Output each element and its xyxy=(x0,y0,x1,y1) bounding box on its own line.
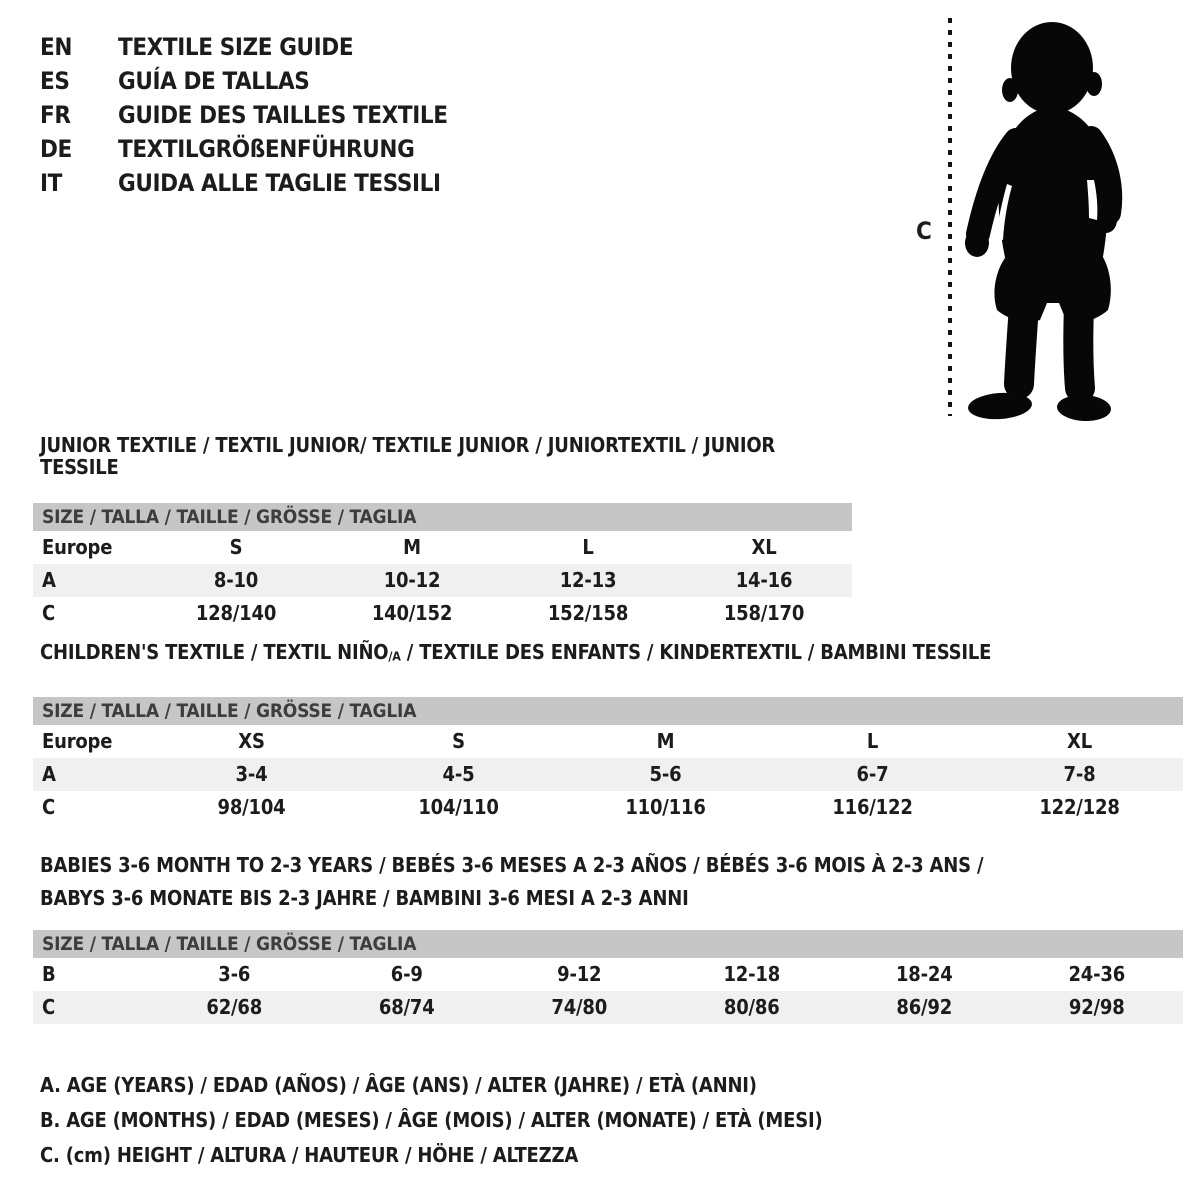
language-row xyxy=(40,30,448,64)
size-cell: 7-8 xyxy=(1063,762,1096,787)
legend-line: B. AGE (MONTHS) / EDAD (MESES) / ÂGE (MOIS) / ALTER (MONATE) / ETÀ (MESI) xyxy=(40,1108,823,1132)
size-cell: S xyxy=(452,729,465,754)
title-text: BABYS 3-6 MONATE BIS 2-3 JAHRE / BAMBINI 3-6 MESI A 2-3 ANNI xyxy=(40,886,689,910)
table-row xyxy=(33,725,1183,758)
size-cell: 18-24 xyxy=(895,962,953,986)
language-guide-title: GUÍA DE TALLAS xyxy=(118,67,310,95)
silhouette-leg-right xyxy=(1078,306,1080,388)
table-title xyxy=(40,641,1183,667)
size-cell: 140/152 xyxy=(371,601,453,625)
size-cell: M xyxy=(656,729,675,754)
size-cell: 6-9 xyxy=(390,962,423,986)
table-row xyxy=(33,531,852,564)
size-cell: XL xyxy=(1067,729,1092,754)
size-cell: 80/86 xyxy=(723,995,780,1019)
row-label: Europe xyxy=(42,535,113,559)
size-cell: 14-16 xyxy=(735,568,793,592)
row-label: A xyxy=(42,762,56,787)
size-cell: 92/98 xyxy=(1068,995,1125,1019)
language-guide-title: GUIDA ALLE TAGLIE TESSILI xyxy=(118,169,441,197)
title-text: CHILDREN'S TEXTILE / TEXTIL NIÑO xyxy=(40,640,389,664)
size-cell: 110/116 xyxy=(625,795,706,820)
row-label: C xyxy=(42,995,56,1019)
size-cell: 86/92 xyxy=(896,995,953,1019)
legend-line: C. (cm) HEIGHT / ALTURA / HAUTEUR / HÖHE / ALTEZZA xyxy=(40,1143,579,1167)
row-label: C xyxy=(42,601,56,625)
size-header-bar: SIZE / TALLA / TAILLE / GRÖSSE / TAGLIA xyxy=(33,930,1183,958)
table-title xyxy=(40,434,852,478)
language-guide-title: TEXTILE SIZE GUIDE xyxy=(118,33,354,61)
size-cell: 9-12 xyxy=(557,962,602,986)
silhouette-hand-left xyxy=(965,229,989,257)
language-row xyxy=(40,132,448,166)
size-cell: 3-6 xyxy=(218,962,251,986)
size-cell: XS xyxy=(238,729,265,754)
row-label: Europe xyxy=(42,729,113,754)
size-cell: 8-10 xyxy=(213,568,259,592)
size-cell: 3-4 xyxy=(235,762,268,787)
language-code: FR xyxy=(40,101,71,129)
table-title xyxy=(40,849,1183,915)
size-cell: L xyxy=(582,535,594,559)
size-cell: 4-5 xyxy=(442,762,475,787)
table-row xyxy=(33,758,1183,791)
silhouette-foot-right xyxy=(1056,394,1111,423)
title-text: / TEXTILE DES ENFANTS / KINDERTEXTIL / BAMBINI TESSILE xyxy=(400,640,992,664)
table-row xyxy=(33,958,1183,991)
table-row xyxy=(33,991,1183,1024)
size-header-bar: SIZE / TALLA / TAILLE / GRÖSSE / TAGLIA xyxy=(33,697,1183,725)
title-text: BABIES 3-6 MONTH TO 2-3 YEARS / BEBÉS 3-6 MESES A 2-3 AÑOS / BÉBÉS 3-6 MOIS À 2-3 ANS / xyxy=(40,853,984,877)
size-cell: 128/140 xyxy=(195,601,277,625)
measure-legend xyxy=(40,1068,823,1173)
table-row xyxy=(33,597,852,630)
title-text: JUNIOR TEXTILE / TEXTIL JUNIOR/ TEXTILE JUNIOR / JUNIORTEXTIL / JUNIOR TESSILE xyxy=(40,433,776,479)
babies-textile-table xyxy=(33,849,1183,1024)
size-cell: L xyxy=(866,729,879,754)
legend-line: A. AGE (YEARS) / EDAD (AÑOS) / ÂGE (ANS) / ALTER (JAHRE) / ETÀ (ANNI) xyxy=(40,1073,757,1097)
size-cell: XL xyxy=(751,535,777,559)
language-row xyxy=(40,64,448,98)
size-cell: 12-18 xyxy=(723,962,781,986)
size-cell: 5-6 xyxy=(649,762,682,787)
height-dashed-line xyxy=(948,18,952,416)
size-cell: 68/74 xyxy=(378,995,435,1019)
language-guide-title: GUIDE DES TAILLES TEXTILE xyxy=(118,101,448,129)
row-label: C xyxy=(42,795,56,820)
size-cell: M xyxy=(403,535,421,559)
size-cell: 6-7 xyxy=(856,762,889,787)
table-row xyxy=(33,564,852,597)
size-cell: S xyxy=(229,535,243,559)
table-row xyxy=(33,791,1183,824)
size-cell: 122/128 xyxy=(1039,795,1120,820)
size-cell: 12-13 xyxy=(559,568,617,592)
height-measure-label: C xyxy=(916,217,932,245)
language-code: ES xyxy=(40,67,70,95)
title-subscript: /A xyxy=(388,648,401,664)
table-title-line xyxy=(40,882,1183,915)
children-textile-table xyxy=(33,641,1183,824)
language-title-list xyxy=(40,30,448,200)
row-label: B xyxy=(42,962,56,986)
junior-textile-table xyxy=(33,434,852,630)
language-code: EN xyxy=(40,33,73,61)
size-cell: 62/68 xyxy=(206,995,263,1019)
silhouette-ear-left xyxy=(1002,78,1018,102)
silhouette-hand-right xyxy=(1095,207,1117,233)
size-cell: 74/80 xyxy=(551,995,608,1019)
language-code: IT xyxy=(40,169,62,197)
silhouette-leg-left xyxy=(1019,306,1024,384)
language-row xyxy=(40,98,448,132)
language-row xyxy=(40,166,448,200)
table-title-line xyxy=(40,434,852,478)
size-header-bar: SIZE / TALLA / TAILLE / GRÖSSE / TAGLIA xyxy=(33,503,852,531)
table-title-line xyxy=(40,849,1183,882)
size-cell: 152/158 xyxy=(547,601,629,625)
size-cell: 98/104 xyxy=(217,795,286,820)
size-cell: 116/122 xyxy=(832,795,913,820)
language-guide-title: TEXTILGRÖßENFÜHRUNG xyxy=(118,135,415,163)
row-label: A xyxy=(42,568,56,592)
silhouette-head xyxy=(1011,22,1093,114)
toddler-silhouette-icon xyxy=(960,14,1150,424)
size-cell: 158/170 xyxy=(723,601,805,625)
table-title-line xyxy=(40,641,1183,667)
silhouette-ear-right xyxy=(1086,72,1102,96)
language-code: DE xyxy=(40,135,72,163)
size-cell: 10-12 xyxy=(383,568,441,592)
size-cell: 104/110 xyxy=(418,795,499,820)
size-cell: 24-36 xyxy=(1068,962,1126,986)
